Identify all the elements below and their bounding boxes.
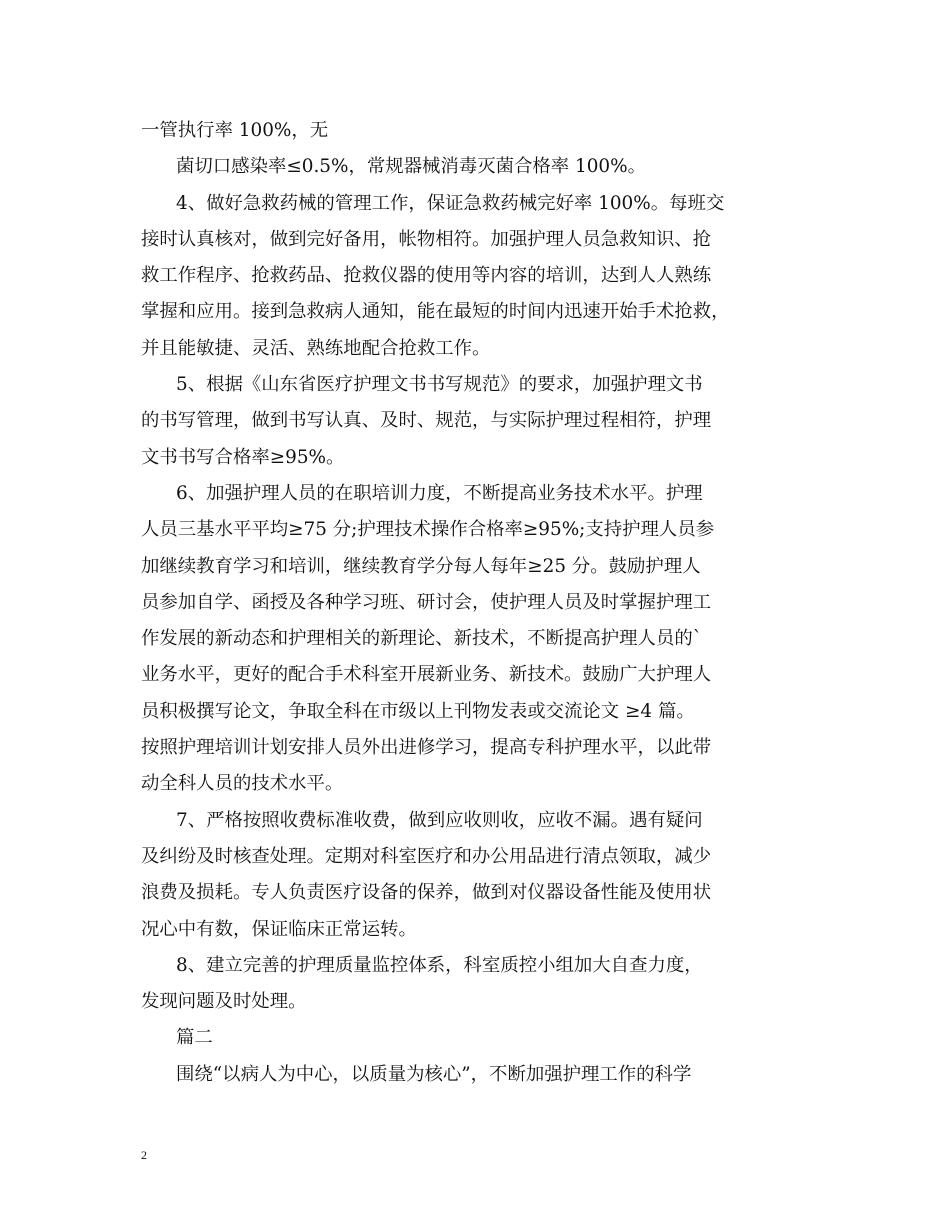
page-number: 2 xyxy=(141,1148,147,1162)
text-line: 作发展的新动态和护理相关的新理论、新技术，不断提高护理人员的` xyxy=(141,628,702,650)
text-line: 按照护理培训计划安排人员外出进修学习，提高专科护理水平，以此带 xyxy=(141,737,712,759)
text-line: 6、加强护理人员的在职培训力度，不断提高业务技术水平。护理 xyxy=(176,482,703,504)
text-line: 动全科人员的技术水平。 xyxy=(141,773,344,795)
text-line: 接时认真核对，做到完好备用，帐物相符。加强护理人员急救知识、抢 xyxy=(141,228,712,250)
text-line: 8、建立完善的护理质量监控体系，科室质控小组加大自查力度， xyxy=(176,954,703,976)
text-line: 况心中有数，保证临床正常运转。 xyxy=(141,918,417,940)
text-line: 文书书写合格率≥95%。 xyxy=(141,446,345,468)
text-line: 4、做好急救药械的管理工作，保证急救药械完好率 100%。每班交 xyxy=(176,192,725,214)
text-line: 7、严格按照收费标准收费，做到应收则收，应收不漏。遇有疑问 xyxy=(176,809,703,831)
text-line: 及纠纷及时核查处理。定期对科室医疗和办公用品进行清点领取，减少 xyxy=(141,845,712,867)
text-line: 的书写管理，做到书写认真、及时、规范，与实际护理过程相符，护理 xyxy=(141,410,712,432)
text-line: 篇二 xyxy=(176,1027,213,1049)
text-line: 并且能敏捷、灵活、熟练地配合抢救工作。 xyxy=(141,337,491,359)
text-line: 围绕“以病人为中心，以质量为核心”，不断加强护理工作的科学 xyxy=(176,1063,692,1085)
text-line: 菌切口感染率≤0.5%，常规器械消毒灭菌合格率 100%。 xyxy=(176,156,646,178)
text-line: 加继续教育学习和培训，继续教育学分每人每年≥25 分。鼓励护理人 xyxy=(141,555,701,577)
text-line: 业务水平，更好的配合手术科室开展新业务、新技术。鼓励广大护理人 xyxy=(141,664,712,686)
text-line: 一管执行率 100%，无 xyxy=(141,120,329,141)
document-body xyxy=(141,113,831,1093)
text-line: 浪费及损耗。专人负责医疗设备的保养，做到对仪器设备性能及使用状 xyxy=(141,882,712,904)
text-line: 员参加自学、函授及各种学习班、研讨会，使护理人员及时掌握护理工 xyxy=(141,591,712,613)
text-line: 发现问题及时处理。 xyxy=(141,991,307,1013)
text-line: 掌握和应用。接到急救病人通知，能在最短的时间内迅速开始手术抢救， xyxy=(141,301,730,323)
text-line: 人员三基水平平均≥75 分;护理技术操作合格率≥95%;支持护理人员参 xyxy=(141,519,715,541)
text-line: 5、根据《山东省医疗护理文书书写规范》的要求，加强护理文书 xyxy=(176,374,703,396)
text-line: 员积极撰写论文，争取全科在市级以上刊物发表或交流论文 ≥4 篇。 xyxy=(141,700,695,722)
text-line: 救工作程序、抢救药品、抢救仪器的使用等内容的培训，达到人人熟练 xyxy=(141,265,712,287)
